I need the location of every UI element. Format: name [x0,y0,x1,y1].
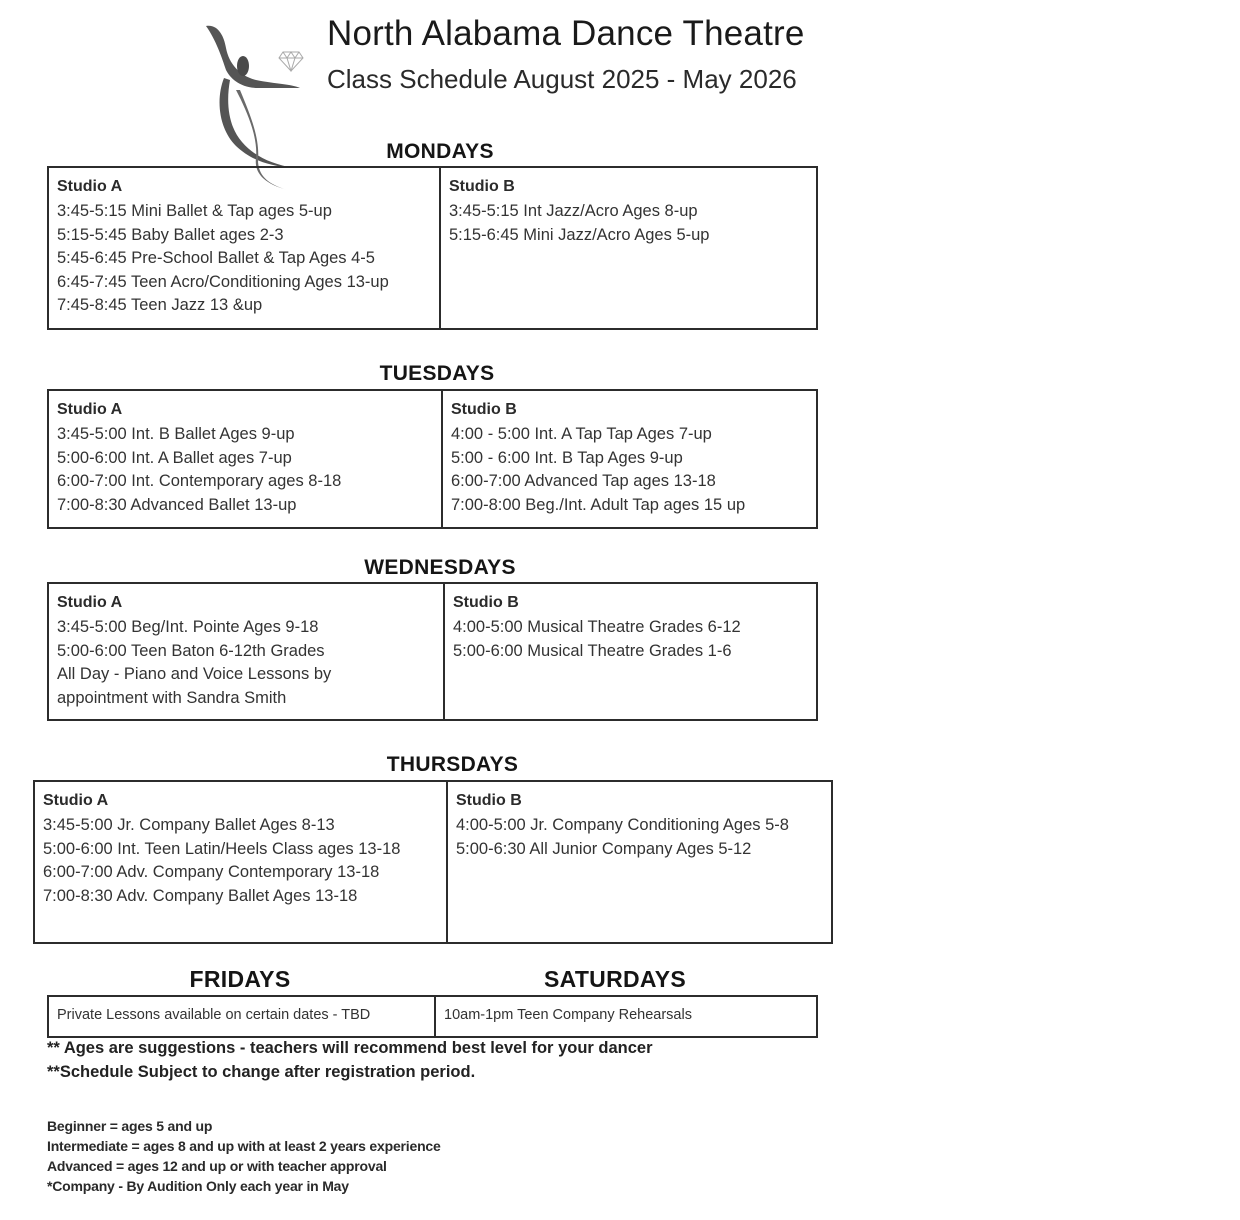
class-item: 7:45-8:45 Teen Jazz 13 &up [57,296,263,315]
studio-label: Studio B [451,401,517,418]
studio-label: Studio A [57,401,123,418]
studio-label: Studio B [453,594,519,611]
monday-heading: MONDAYS [386,140,494,163]
class-item: 5:15-6:45 Mini Jazz/Acro Ages 5-up [449,225,710,244]
class-item: 4:00-5:00 Jr. Company Conditioning Ages 5-8 [456,816,789,834]
class-item: 4:00-5:00 Musical Theatre Grades 6-12 [453,618,741,636]
friday-heading: FRIDAYS [189,966,291,992]
class-item: 5:45-6:45 Pre-School Ballet & Tap Ages 4-5 [57,249,375,268]
legend-beginner: Beginner = ages 5 and up [47,1118,213,1134]
thursday-heading: THURSDAYS [386,753,519,776]
studio-label: Studio B [456,792,522,809]
class-item: 3:45-5:15 Mini Ballet & Tap ages 5-up [57,202,332,220]
tuesday-heading: TUESDAYS [379,362,495,385]
class-item: 5:00-6:30 All Junior Company Ages 5-12 [456,839,752,858]
note-schedule-change: **Schedule Subject to change after registration period. [47,1063,476,1081]
class-item: 6:00-7:00 Int. Contemporary ages 8-18 [57,472,342,491]
class-item: 3:45-5:15 Int Jazz/Acro Ages 8-up [449,202,698,220]
wednesday-studio-b [443,584,816,719]
studio-label: Studio B [449,178,515,195]
monday-schedule-table [47,166,818,330]
legend-company: *Company - By Audition Only each year in May [47,1178,349,1194]
wednesday-studio-a [49,584,443,719]
class-item: 3:45-5:00 Jr. Company Ballet Ages 8-13 [43,816,335,834]
class-item: 5:00-6:00 Musical Theatre Grades 1-6 [453,641,732,660]
class-item: 5:00-6:00 Teen Baton 6-12th Grades [57,641,325,660]
class-item: 7:00-8:30 Advanced Ballet 13-up [57,495,297,514]
class-item: 6:00-7:00 Advanced Tap ages 13-18 [451,472,716,491]
wednesday-schedule-table [47,582,818,721]
studio-label: Studio A [43,792,109,809]
class-item: 5:00-6:00 Int. A Ballet ages 7-up [57,448,292,467]
saturday-cell: 10am-1pm Teen Company Rehearsals [434,997,816,1036]
legend-intermediate: Intermediate = ages 8 and up with at least 2 years experience [47,1138,441,1154]
class-item: 6:45-7:45 Teen Acro/Conditioning Ages 13-up [57,272,389,291]
class-item: 5:00-6:00 Int. Teen Latin/Heels Class ages 13-18 [43,839,401,858]
thursday-studio-b [446,782,831,942]
studio-label: Studio A [57,594,123,611]
tuesday-studio-a [49,391,441,527]
class-item: 4:00 - 5:00 Int. A Tap Tap Ages 7-up [451,425,712,443]
class-item: 3:45-5:00 Beg/Int. Pointe Ages 9-18 [57,618,319,636]
level-legend [47,1116,441,1196]
class-item: 7:00-8:30 Adv. Company Ballet Ages 13-18 [43,886,358,905]
studio-label: Studio A [57,178,123,195]
note-ages: ** Ages are suggestions - teachers will recommend best level for your dancer [47,1039,653,1057]
friday-cell: Private Lessons available on certain dates - TBD [57,1007,371,1023]
class-item: 5:15-5:45 Baby Ballet ages 2-3 [57,225,284,244]
page-subtitle: Class Schedule August 2025 - May 2026 [327,64,797,94]
thursday-studio-a [35,782,446,942]
diamond-icon [278,50,304,72]
monday-studio-b [439,168,816,328]
weekend-schedule-table [47,995,818,1038]
page-title: North Alabama Dance Theatre [327,14,805,53]
class-item: 3:45-5:00 Int. B Ballet Ages 9-up [57,425,295,443]
class-item: 6:00-7:00 Adv. Company Contemporary 13-18 [43,863,380,882]
legend-advanced: Advanced = ages 12 and up or with teacher approval [47,1158,387,1174]
wednesday-heading: WEDNESDAYS [364,556,516,579]
thursday-schedule-table [33,780,833,944]
tuesday-schedule-table [47,389,818,529]
monday-studio-a [49,168,439,328]
class-item: 5:00 - 6:00 Int. B Tap Ages 9-up [451,448,683,467]
saturday-heading: SATURDAYS [543,966,686,992]
class-item: 7:00-8:00 Beg./Int. Adult Tap ages 15 up [451,495,746,514]
tuesday-studio-b [441,391,816,527]
class-item: All Day - Piano and Voice Lessons by appointment with Sandra Smith [57,665,332,707]
